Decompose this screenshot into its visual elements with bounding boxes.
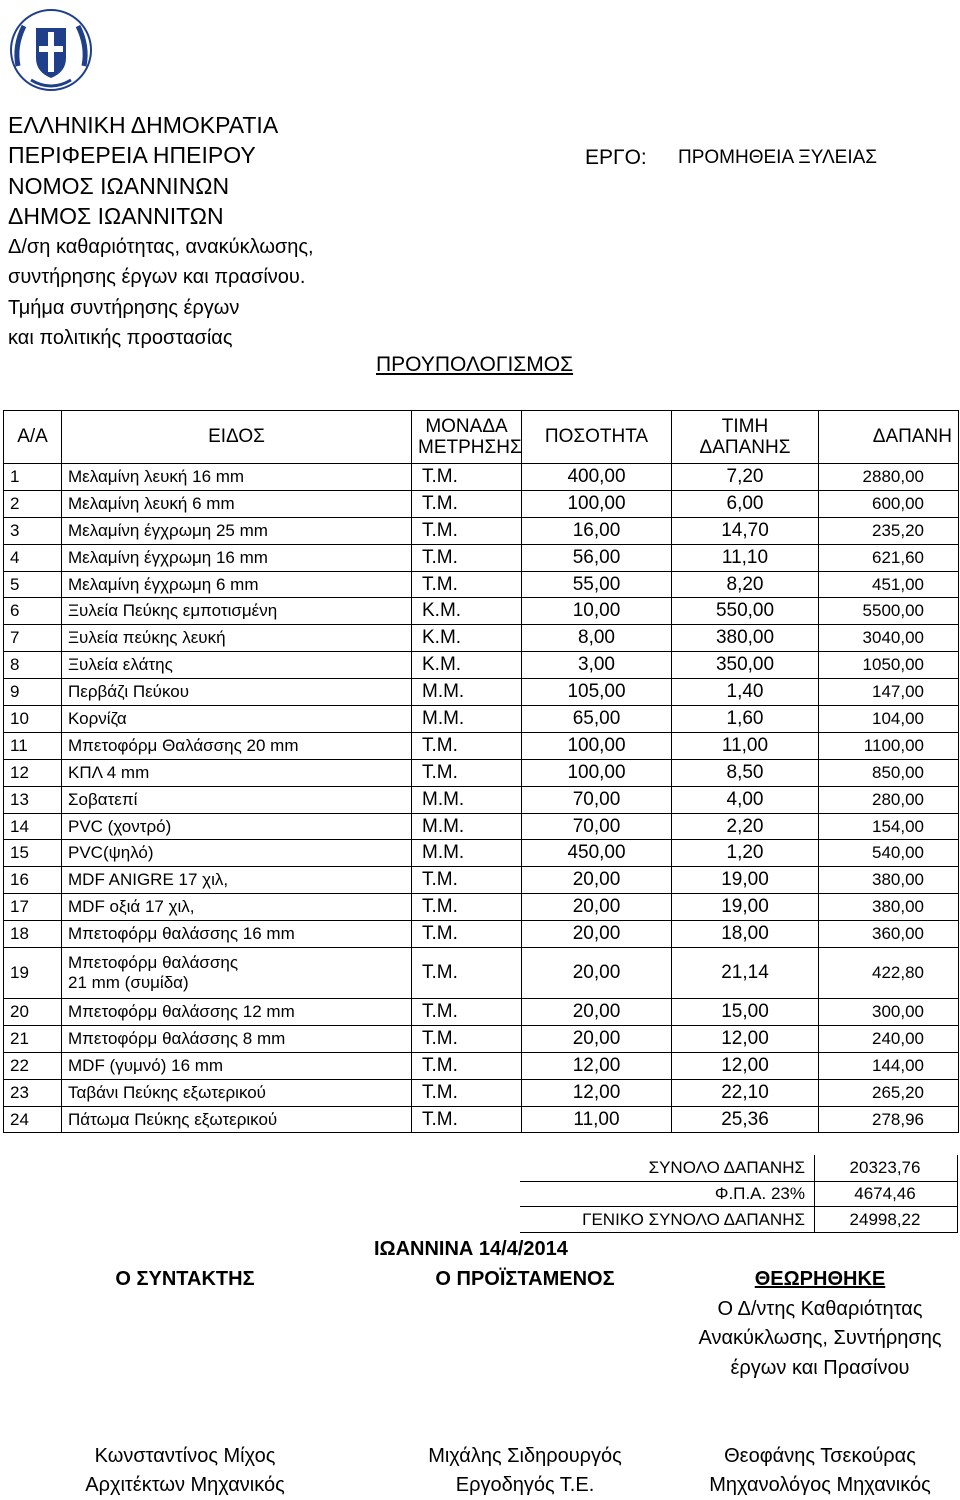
col-header-price: ΤΙΜΗ ΔΑΠΑΝΗΣ: [672, 411, 819, 464]
cell-qty: 12,00: [522, 1052, 672, 1079]
cell-aa: 13: [4, 786, 62, 813]
supervisor-name: Μιχάλης Σιδηρουργός: [428, 1445, 622, 1467]
cell-cost: 278,96: [819, 1106, 959, 1133]
table-row: [4, 732, 959, 759]
cell-unit: Τ.Μ.: [412, 464, 522, 491]
approver-name: Θεοφάνης Τσεκούρας: [724, 1445, 916, 1467]
cell-aa: 12: [4, 759, 62, 786]
cell-item: Μελαμίνη έγχρωμη 16 mm: [62, 544, 412, 571]
cell-aa: 22: [4, 1052, 62, 1079]
cell-qty: 3,00: [522, 652, 672, 679]
cell-qty: 11,00: [522, 1106, 672, 1133]
totals-vdivider-2: [957, 1155, 958, 1232]
cell-unit: Τ.Μ.: [412, 571, 522, 598]
totals-divider-1: [520, 1181, 958, 1182]
totals-divider-2: [520, 1206, 958, 1207]
cell-item-line-1: Μπετοφόρμ θαλάσσης: [68, 953, 239, 973]
cell-item: [62, 948, 412, 999]
cell-qty: 100,00: [522, 732, 672, 759]
cell-qty: 450,00: [522, 840, 672, 867]
cell-item: MDF (γυμνό) 16 mm: [62, 1052, 412, 1079]
cell-price: 19,00: [672, 894, 819, 921]
cell-qty: 10,00: [522, 598, 672, 625]
cell-item: Μπετοφόρμ Θαλάσσης 20 mm: [62, 732, 412, 759]
cell-unit: Κ.Μ.: [412, 652, 522, 679]
approver-role: Μηχανολόγος Μηχανικός: [709, 1474, 931, 1496]
cell-qty: 105,00: [522, 679, 672, 706]
cell-aa: 6: [4, 598, 62, 625]
cell-qty: 20,00: [522, 921, 672, 948]
cell-aa: 11: [4, 732, 62, 759]
cell-item: ΚΠΛ 4 mm: [62, 759, 412, 786]
table-row: [4, 490, 959, 517]
cell-item: Σοβατεπί: [62, 786, 412, 813]
cell-qty: 55,00: [522, 571, 672, 598]
project-name: ΠΡΟΜΗΘΕΙΑ ΞΥΛΕΙΑΣ: [678, 147, 878, 168]
cell-cost: 235,20: [819, 517, 959, 544]
cell-unit: Τ.Μ.: [412, 948, 522, 999]
cell-price: 15,00: [672, 999, 819, 1026]
cell-aa: 20: [4, 999, 62, 1026]
header-line-8: και πολιτικής προστασίας: [8, 327, 233, 349]
grand-total-label: ΓΕΝΙΚΟ ΣΥΝΟΛΟ ΔΑΠΑΝΗΣ: [582, 1210, 805, 1229]
cell-aa: 23: [4, 1079, 62, 1106]
cell-qty: 8,00: [522, 625, 672, 652]
cell-aa: 14: [4, 813, 62, 840]
cell-price: 380,00: [672, 625, 819, 652]
col-header-aa: Α/Α: [4, 411, 62, 464]
subtotal-label: ΣΥΝΟΛΟ ΔΑΠΑΝΗΣ: [648, 1158, 805, 1177]
grand-total-value: 24998,22: [849, 1210, 921, 1229]
cell-price: 1,40: [672, 679, 819, 706]
cell-cost: 850,00: [819, 759, 959, 786]
cell-cost: 144,00: [819, 1052, 959, 1079]
cell-aa: 8: [4, 652, 62, 679]
greek-emblem-icon: [6, 6, 96, 94]
cell-item: Ξυλεία πεύκης λευκή: [62, 625, 412, 652]
cell-aa: 4: [4, 544, 62, 571]
cell-cost: 360,00: [819, 921, 959, 948]
cell-qty: 20,00: [522, 999, 672, 1026]
approver-role-line-1: Ο Δ/ντης Καθαριότητας: [717, 1298, 923, 1320]
cell-cost: 3040,00: [819, 625, 959, 652]
cell-unit: Τ.Μ.: [412, 999, 522, 1026]
header-line-1: ΕΛΛΗΝΙΚΗ ΔΗΜΟΚΡΑΤΙΑ: [8, 112, 279, 138]
cell-item: Περβάζι Πεύκου: [62, 679, 412, 706]
cell-aa: 10: [4, 706, 62, 733]
cell-item: Μπετοφόρμ θαλάσσης 8 mm: [62, 1025, 412, 1052]
cell-cost: 147,00: [819, 679, 959, 706]
cell-aa: 2: [4, 490, 62, 517]
cell-aa: 7: [4, 625, 62, 652]
cell-qty: 20,00: [522, 1025, 672, 1052]
cell-cost: 380,00: [819, 894, 959, 921]
cell-cost: 300,00: [819, 999, 959, 1026]
cell-unit: Τ.Μ.: [412, 1079, 522, 1106]
cell-unit: Τ.Μ.: [412, 490, 522, 517]
cell-qty: 56,00: [522, 544, 672, 571]
cell-price: 12,00: [672, 1052, 819, 1079]
cell-qty: 100,00: [522, 759, 672, 786]
cell-item: Ξυλεία ελάτης: [62, 652, 412, 679]
cell-aa: 5: [4, 571, 62, 598]
cell-unit: Μ.Μ.: [412, 813, 522, 840]
col-header-qty: ΠΟΣΟΤΗΤΑ: [522, 411, 672, 464]
table-row: [4, 679, 959, 706]
cell-unit: Τ.Μ.: [412, 1052, 522, 1079]
cell-price: 11,10: [672, 544, 819, 571]
cell-cost: 451,00: [819, 571, 959, 598]
table-row: [4, 1052, 959, 1079]
table-row: [4, 999, 959, 1026]
cell-unit: Μ.Μ.: [412, 679, 522, 706]
cell-price: 7,20: [672, 464, 819, 491]
table-row: [4, 786, 959, 813]
approved-title: ΘΕΩΡΗΘΗΚΕ: [754, 1268, 886, 1290]
cell-cost: 1050,00: [819, 652, 959, 679]
cell-price: 21,14: [672, 948, 819, 999]
cell-unit: Μ.Μ.: [412, 840, 522, 867]
approver-role-line-3: έργων και Πρασίνου: [730, 1357, 910, 1379]
table-row: [4, 625, 959, 652]
table-row: [4, 813, 959, 840]
cell-aa: 19: [4, 948, 62, 999]
cell-cost: 1100,00: [819, 732, 959, 759]
cell-price: 4,00: [672, 786, 819, 813]
cell-price: 19,00: [672, 867, 819, 894]
cell-unit: Τ.Μ.: [412, 894, 522, 921]
cell-aa: 24: [4, 1106, 62, 1133]
cell-item: PVC (χοντρό): [62, 813, 412, 840]
cell-aa: 17: [4, 894, 62, 921]
cell-item: MDF οξιά 17 χιλ,: [62, 894, 412, 921]
table-row: [4, 652, 959, 679]
col-header-item: ΕΙΔΟΣ: [62, 411, 412, 464]
cell-unit: Μ.Μ.: [412, 706, 522, 733]
cell-item: PVC(ψηλό): [62, 840, 412, 867]
cell-unit: Τ.Μ.: [412, 867, 522, 894]
cell-cost: 540,00: [819, 840, 959, 867]
cell-price: 6,00: [672, 490, 819, 517]
composer-role: Αρχιτέκτων Μηχανικός: [85, 1474, 285, 1496]
cell-item: MDF ANIGRE 17 χιλ,: [62, 867, 412, 894]
table-row: [4, 894, 959, 921]
cell-cost: 600,00: [819, 490, 959, 517]
cell-unit: Κ.Μ.: [412, 625, 522, 652]
cell-cost: 621,60: [819, 544, 959, 571]
table-row: [4, 571, 959, 598]
cell-price: 1,60: [672, 706, 819, 733]
cell-price: 2,20: [672, 813, 819, 840]
cell-unit: Τ.Μ.: [412, 732, 522, 759]
table-row: [4, 517, 959, 544]
cell-cost: 280,00: [819, 786, 959, 813]
cell-unit: Τ.Μ.: [412, 1025, 522, 1052]
cell-cost: 422,80: [819, 948, 959, 999]
cell-price: 14,70: [672, 517, 819, 544]
cell-item: Μελαμίνη έγχρωμη 6 mm: [62, 571, 412, 598]
place-date: ΙΩΑΝΝΙΝΑ 14/4/2014: [374, 1238, 568, 1260]
cell-unit: Τ.Μ.: [412, 1106, 522, 1133]
cell-cost: 380,00: [819, 867, 959, 894]
vat-label: Φ.Π.Α. 23%: [714, 1184, 805, 1203]
col-header-unit: ΜΟΝΑΔΑ ΜΕΤΡΗΣΗΣ: [412, 411, 522, 464]
table-row: [4, 759, 959, 786]
cell-item: Μπετοφόρμ θαλάσσης 16 mm: [62, 921, 412, 948]
cell-qty: 400,00: [522, 464, 672, 491]
header-line-4: ΔΗΜΟΣ ΙΩΑΝΝΙΤΩΝ: [8, 203, 224, 229]
cell-qty: 20,00: [522, 894, 672, 921]
header-line-6: συντήρησης έργων και πρασίνου.: [8, 266, 306, 288]
cell-cost: 154,00: [819, 813, 959, 840]
cell-qty: 12,00: [522, 1079, 672, 1106]
supervisor-title: Ο ΠΡΟΪΣΤΑΜΕΝΟΣ: [435, 1268, 615, 1290]
composer-name: Κωνσταντίνος Μίχος: [94, 1445, 276, 1467]
totals-vdivider-1: [814, 1155, 815, 1232]
cell-aa: 21: [4, 1025, 62, 1052]
header-line-5: Δ/ση καθαριότητας, ανακύκλωσης,: [8, 236, 314, 258]
cell-item: Ξυλεία Πεύκης εμποτισμένη: [62, 598, 412, 625]
cell-price: 12,00: [672, 1025, 819, 1052]
cell-qty: 70,00: [522, 786, 672, 813]
cell-price: 1,20: [672, 840, 819, 867]
subtotal-value: 20323,76: [849, 1158, 921, 1177]
table-row: [4, 544, 959, 571]
cell-unit: Τ.Μ.: [412, 759, 522, 786]
cell-price: 550,00: [672, 598, 819, 625]
cell-cost: 265,20: [819, 1079, 959, 1106]
cell-item: Πάτωμα Πεύκης εξωτερικού: [62, 1106, 412, 1133]
totals-divider-3: [520, 1232, 958, 1233]
header-line-7: Τμήμα συντήρησης έργων: [8, 297, 240, 319]
approver-role-line-2: Ανακύκλωσης, Συντήρησης: [698, 1327, 942, 1349]
document-title: ΠΡΟΥΠΟΛΟΓΙΣΜΟΣ: [376, 353, 574, 376]
cell-item: Μελαμίνη λευκή 6 mm: [62, 490, 412, 517]
table-row: [4, 1079, 959, 1106]
cell-cost: 2880,00: [819, 464, 959, 491]
cell-cost: 104,00: [819, 706, 959, 733]
cell-aa: 16: [4, 867, 62, 894]
table-row: [4, 921, 959, 948]
header-line-2: ΠΕΡΙΦΕΡΕΙΑ ΗΠΕΙΡΟΥ: [8, 142, 256, 168]
table-row: [4, 598, 959, 625]
table-row: [4, 948, 959, 999]
budget-table: [3, 410, 959, 1133]
cell-price: 8,20: [672, 571, 819, 598]
cell-item: Μελαμίνη λευκή 16 mm: [62, 464, 412, 491]
cell-qty: 65,00: [522, 706, 672, 733]
cell-aa: 1: [4, 464, 62, 491]
cell-price: 22,10: [672, 1079, 819, 1106]
cell-qty: 20,00: [522, 948, 672, 999]
cell-qty: 16,00: [522, 517, 672, 544]
cell-aa: 9: [4, 679, 62, 706]
supervisor-role: Εργοδηγός Τ.Ε.: [455, 1474, 595, 1496]
composer-title: Ο ΣΥΝΤΑΚΤΗΣ: [115, 1268, 255, 1290]
cell-aa: 3: [4, 517, 62, 544]
header-line-3: ΝΟΜΟΣ ΙΩΑΝΝΙΝΩΝ: [8, 173, 230, 199]
cell-price: 18,00: [672, 921, 819, 948]
table-row: [4, 867, 959, 894]
vat-value: 4674,46: [854, 1184, 916, 1203]
cell-qty: 100,00: [522, 490, 672, 517]
table-row: [4, 464, 959, 491]
cell-item: Μελαμίνη έγχρωμη 25 mm: [62, 517, 412, 544]
cell-item-line-2: 21 mm (συμίδα): [68, 973, 189, 993]
cell-aa: 15: [4, 840, 62, 867]
cell-item: Ταβάνι Πεύκης εξωτερικού: [62, 1079, 412, 1106]
col-header-cost: ΔΑΠΑΝΗ: [819, 411, 959, 464]
table-row: [4, 1106, 959, 1133]
table-row: [4, 1025, 959, 1052]
cell-qty: 20,00: [522, 867, 672, 894]
cell-unit: Τ.Μ.: [412, 921, 522, 948]
cell-price: 8,50: [672, 759, 819, 786]
cell-unit: Μ.Μ.: [412, 786, 522, 813]
cell-aa: 18: [4, 921, 62, 948]
cell-price: 350,00: [672, 652, 819, 679]
table-row: [4, 840, 959, 867]
project-label: ΕΡΓΟ:: [585, 146, 647, 169]
cell-cost: 240,00: [819, 1025, 959, 1052]
cell-item: Μπετοφόρμ θαλάσσης 12 mm: [62, 999, 412, 1026]
cell-unit: Τ.Μ.: [412, 544, 522, 571]
cell-cost: 5500,00: [819, 598, 959, 625]
cell-price: 11,00: [672, 732, 819, 759]
table-header-row: [4, 411, 959, 464]
cell-item: Κορνίζα: [62, 706, 412, 733]
cell-qty: 70,00: [522, 813, 672, 840]
cell-unit: Τ.Μ.: [412, 517, 522, 544]
cell-unit: Κ.Μ.: [412, 598, 522, 625]
cell-price: 25,36: [672, 1106, 819, 1133]
table-row: [4, 706, 959, 733]
